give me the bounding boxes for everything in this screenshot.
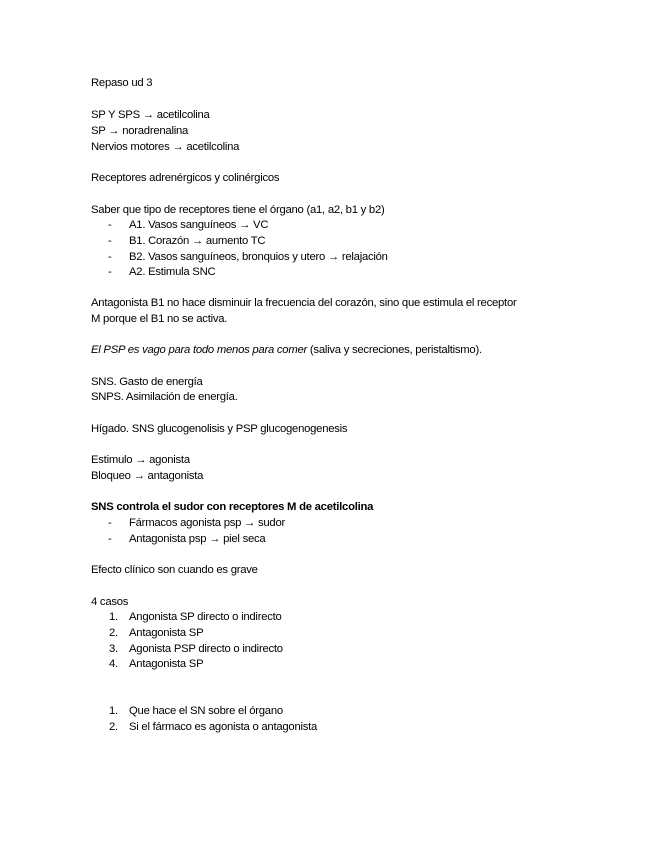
list-number: 2. — [109, 627, 118, 639]
organ-bullet: A2. Estimula SNC — [129, 266, 216, 278]
organ-bullet: B2. Vasos sanguíneos, bronquios y utero → relajación — [129, 251, 388, 263]
sudor-bullet: Fármacos agonista psp → sudor — [129, 517, 286, 529]
sudor-bullet: Antagonista psp → piel seca — [129, 533, 266, 545]
list-number: 3. — [109, 643, 118, 655]
organ-intro: Saber que tipo de receptores tiene el órgano (a1, a2, b1 y b2) — [91, 204, 385, 216]
antagonist-line-2: M porque el B1 no se activa. — [91, 313, 228, 325]
pregunta-item: Que hace el SN sobre el órgano — [129, 705, 283, 717]
estimulo-line: Estimulo → agonista — [91, 454, 190, 466]
antagonist-line-1: Antagonista B1 no hace disminuir la frecuencia del corazón, sino que estimula el receptor — [91, 297, 517, 309]
bloqueo-line: Bloqueo → antagonista — [91, 470, 204, 482]
snps-line: SNPS. Asimilación de energía. — [91, 391, 238, 403]
sudor-heading: SNS controla el sudor con receptores M de acetilcolina — [91, 501, 374, 513]
caso-item: Angonista SP directo o indirecto — [129, 611, 282, 623]
neuro-line-3: Nervios motores → acetilcolina — [91, 141, 240, 153]
neuro-line-1: SP Y SPS → acetilcolina — [91, 109, 210, 121]
bullet-marker: - — [108, 266, 112, 278]
bullet-marker: - — [108, 251, 112, 263]
organ-bullet: A1. Vasos sanguíneos → VC — [129, 219, 269, 231]
casos-heading: 4 casos — [91, 596, 129, 608]
list-number: 2. — [109, 721, 118, 733]
psp-normal: (saliva y secreciones, peristaltismo). — [307, 344, 482, 356]
caso-item: Antagonista SP — [129, 658, 204, 670]
caso-item: Agonista PSP directo o indirecto — [129, 643, 283, 655]
bullet-marker: - — [108, 219, 112, 231]
psp-italic: El PSP es vago para todo menos para comer — [91, 344, 308, 356]
higado-line: Hígado. SNS glucogenolisis y PSP glucogenogenesis — [91, 423, 348, 435]
bullet-marker: - — [108, 533, 112, 545]
caso-item: Antagonista SP — [129, 627, 204, 639]
sns-line: SNS. Gasto de energía — [91, 376, 203, 388]
organ-bullet: B1. Corazón → aumento TC — [129, 235, 266, 247]
list-number: 4. — [109, 658, 118, 670]
bullet-marker: - — [108, 235, 112, 247]
bullet-marker: - — [108, 517, 112, 529]
list-number: 1. — [109, 705, 118, 717]
document-title: Repaso ud 3 — [91, 77, 153, 89]
neuro-line-2: SP → noradrenalina — [91, 125, 189, 137]
efecto-line: Efecto clínico son cuando es grave — [91, 564, 258, 576]
list-number: 1. — [109, 611, 118, 623]
pregunta-item: Si el fármaco es agonista o antagonista — [129, 721, 318, 733]
psp-paragraph — [91, 343, 482, 357]
receptors-heading: Receptores adrenérgicos y colinérgicos — [91, 172, 280, 184]
